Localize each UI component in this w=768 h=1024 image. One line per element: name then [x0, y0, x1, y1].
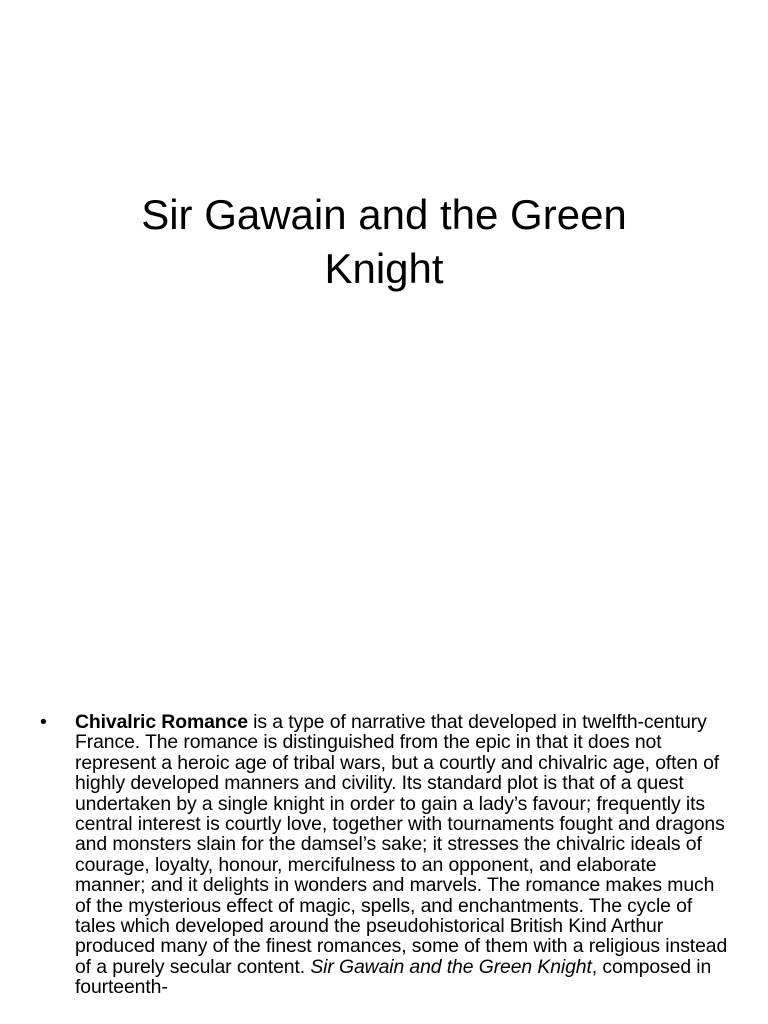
bullet-list-item — [40, 712, 730, 998]
bullet-icon: • — [40, 711, 47, 733]
slide-title — [0, 188, 768, 296]
slide-title-line-2: Knight — [324, 245, 444, 292]
term-chivalric-romance: Chivalric Romance — [75, 711, 248, 733]
slide-title-line-1: Sir Gawain and the Green — [141, 191, 627, 238]
paragraph-text-part-2: , composed in fourteenth- — [75, 955, 712, 999]
bullet-paragraph — [75, 712, 730, 998]
work-title-italic: Sir Gawain and the Green Knight — [310, 955, 592, 978]
paragraph-text-part-1: is a type of narrative that developed in twelfth-century France. The romance is distinguished from the epic in that it does not represent a heroic age of tribal wars, but a courtly and chivalric age, often of highly developed manners and civility. Its standard plot is that of a quest undertaken by a single knight in order to gain a lady’s favour; frequently its central interest is courtly love, together with tournaments fought and dragons and monsters slain for the damsel’s sake; it stresses the chivalric ideals of courage, loyalty, honour, mercifulness to an opponent, and elaborate manner; and it delights in wonders and marvels. The romance makes much of the mysterious effect of magic, spells, and enchantments. The cycle of tales which developed around the pseudohistorical British Kind Arthur produced many of the finest romances, some of them with a religious instead of a purely secular content. — [75, 711, 728, 978]
